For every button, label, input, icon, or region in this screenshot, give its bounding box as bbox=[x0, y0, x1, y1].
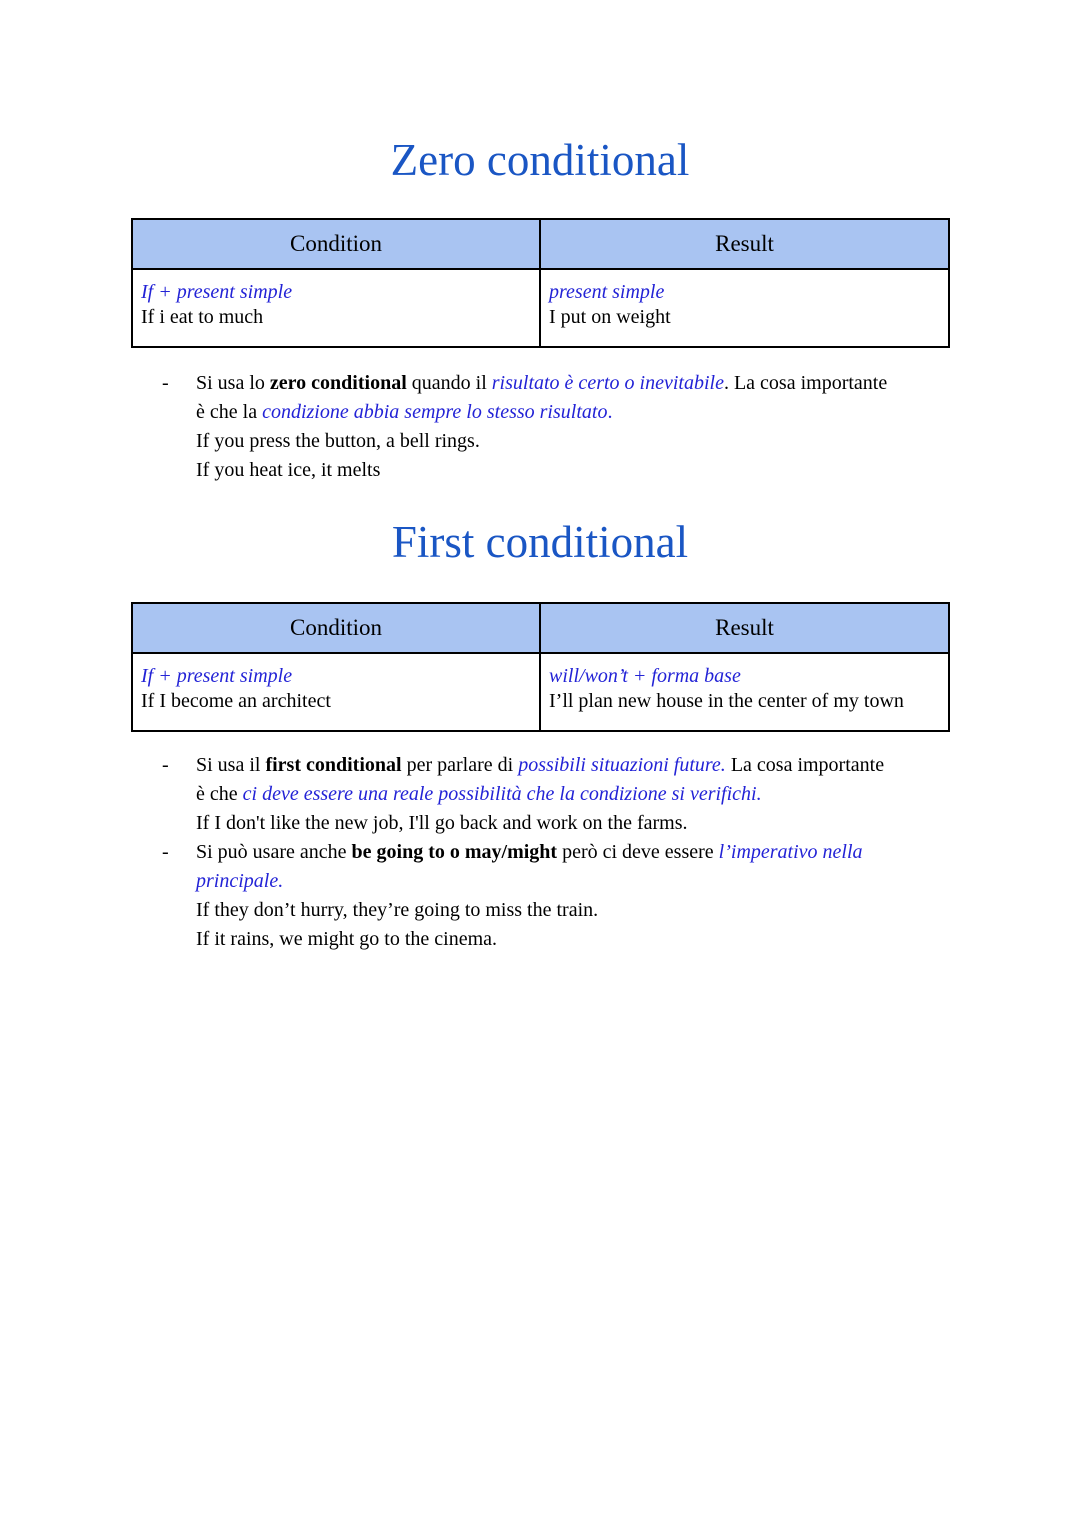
condition-header: Condition bbox=[132, 603, 540, 653]
note-line bbox=[196, 369, 960, 398]
table-header-row bbox=[132, 219, 949, 269]
note-text: per parlare di bbox=[401, 754, 519, 776]
bullet-dash: - bbox=[162, 372, 169, 394]
note-line bbox=[196, 398, 960, 427]
highlight-italic: ci deve essere una reale possibilità che la condizione si verifichi. bbox=[242, 783, 762, 805]
highlight-italic: risultato è certo o inevitabile bbox=[491, 372, 724, 394]
result-example: I’ll plan new house in the center of my town bbox=[549, 690, 904, 712]
example-sentence: If I don't like the new job, I'll go back and work on the farms. bbox=[196, 812, 688, 834]
note-text: Si usa il bbox=[196, 754, 266, 776]
note-line bbox=[196, 838, 960, 867]
note-line bbox=[196, 780, 960, 809]
zero-conditional-table bbox=[131, 218, 950, 348]
note-text: quando il bbox=[406, 372, 492, 394]
highlight-italic: l’imperativo nella bbox=[718, 841, 863, 863]
note-text: Si può usare anche bbox=[196, 841, 352, 863]
example-sentence: If you press the button, a bell rings. bbox=[196, 430, 480, 452]
note-text: è che la bbox=[196, 401, 263, 423]
condition-header: Condition bbox=[132, 219, 540, 269]
note-text: è che bbox=[196, 783, 243, 805]
first-conditional-notes bbox=[160, 751, 960, 954]
note-text: . bbox=[607, 401, 613, 423]
highlight-italic: condizione abbia sempre lo stesso risultato bbox=[262, 401, 608, 423]
zero-conditional-notes bbox=[160, 369, 960, 485]
list-item bbox=[160, 751, 960, 838]
condition-cell bbox=[132, 269, 540, 347]
bullet-dash: - bbox=[162, 754, 169, 776]
result-header: Result bbox=[540, 219, 949, 269]
note-text: La cosa importante bbox=[725, 754, 885, 776]
condition-example: If I become an architect bbox=[141, 690, 331, 712]
highlight-italic: principale. bbox=[196, 870, 284, 892]
note-text: Si usa lo bbox=[196, 372, 270, 394]
condition-formula: If + present simple bbox=[141, 665, 293, 687]
first-conditional-title: First conditional bbox=[391, 517, 689, 567]
result-cell bbox=[540, 269, 949, 347]
note-line bbox=[196, 751, 960, 780]
result-formula: will/won’t + forma base bbox=[549, 665, 741, 687]
list-item bbox=[160, 838, 960, 954]
example-sentence: If it rains, we might go to the cinema. bbox=[196, 928, 498, 950]
condition-example: If i eat to much bbox=[141, 306, 264, 328]
list-item bbox=[160, 369, 960, 485]
note-text: . La cosa importante bbox=[723, 372, 888, 394]
result-cell bbox=[540, 653, 949, 731]
first-conditional-table bbox=[131, 602, 950, 732]
result-formula: present simple bbox=[549, 281, 665, 303]
example-sentence: If you heat ice, it melts bbox=[196, 459, 381, 481]
table-header-row bbox=[132, 603, 949, 653]
bullet-dash: - bbox=[162, 841, 169, 863]
highlight-italic: possibili situazioni future. bbox=[518, 754, 726, 776]
keyword-bold: be going to o may/might bbox=[351, 841, 558, 863]
condition-cell bbox=[132, 653, 540, 731]
table-row bbox=[132, 269, 949, 347]
result-header: Result bbox=[540, 603, 949, 653]
result-example: I put on weight bbox=[549, 306, 671, 328]
condition-formula: If + present simple bbox=[141, 281, 293, 303]
example-sentence: If they don’t hurry, they’re going to miss the train. bbox=[196, 899, 599, 921]
keyword-bold: first conditional bbox=[265, 754, 402, 776]
note-text: però ci deve essere bbox=[557, 841, 719, 863]
keyword-bold: zero conditional bbox=[269, 372, 407, 394]
table-row bbox=[132, 653, 949, 731]
zero-conditional-title: Zero conditional bbox=[390, 135, 690, 185]
